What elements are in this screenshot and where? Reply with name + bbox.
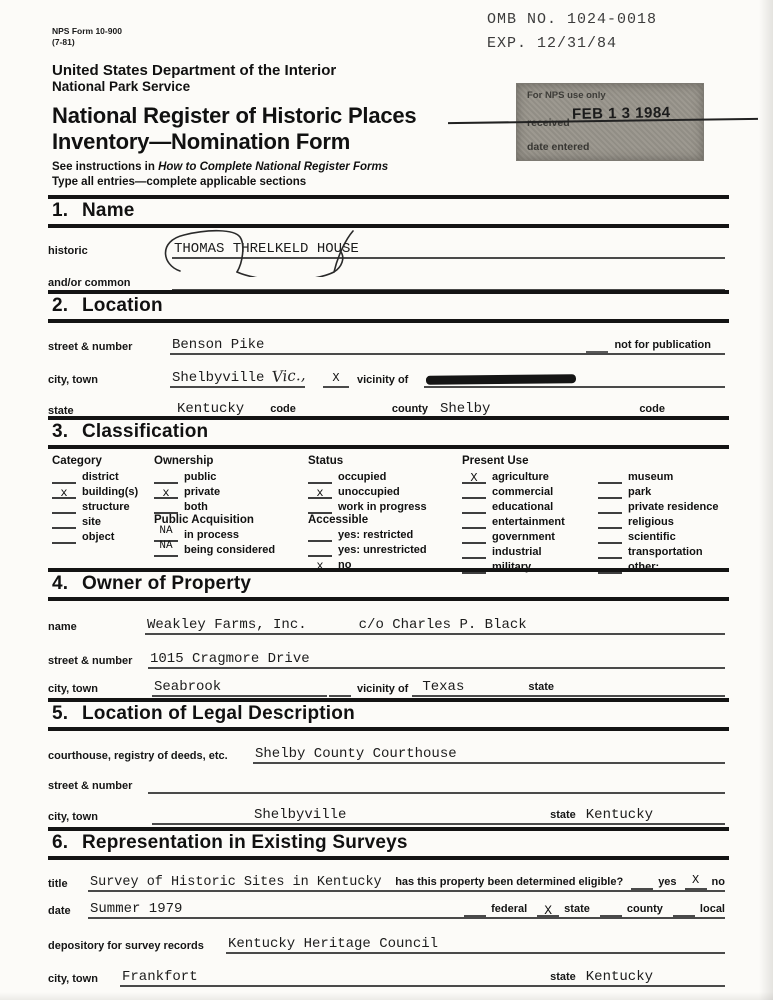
congressional-district-line bbox=[424, 368, 725, 388]
state-code-label: code bbox=[270, 403, 296, 415]
received-date-stamp: FEB 1 3 1984 bbox=[571, 104, 671, 123]
county-code-label: code bbox=[639, 403, 665, 415]
form-title-block bbox=[52, 103, 416, 155]
status-item-work-in-progress: work in progress bbox=[308, 499, 427, 514]
survey-state-line bbox=[537, 901, 559, 917]
owner-city-row bbox=[48, 677, 725, 697]
survey-county-line bbox=[600, 901, 622, 917]
section-3-header bbox=[48, 416, 729, 449]
section-5-header bbox=[48, 698, 729, 731]
survey-title-row bbox=[48, 872, 725, 892]
section-2-header bbox=[48, 290, 729, 323]
common-name-line bbox=[172, 271, 725, 291]
checkbox-line: NA bbox=[154, 543, 178, 557]
acquisition-item-in-process: NA in process bbox=[154, 527, 275, 542]
checkbox-line bbox=[52, 530, 76, 544]
owner-name-label: name bbox=[48, 621, 77, 633]
form-title-line2: Inventory—Nomination Form bbox=[52, 128, 351, 154]
section-2-title: Location bbox=[82, 295, 163, 316]
legal-street-row bbox=[48, 774, 725, 794]
section-1-title: Name bbox=[82, 200, 135, 221]
not-for-publication-line bbox=[586, 337, 608, 353]
owner-street-row bbox=[48, 649, 725, 669]
present-use-item-private-residence: private residence bbox=[598, 499, 719, 514]
stamp-received-label: received bbox=[527, 117, 570, 129]
checkbox-line: x bbox=[154, 485, 178, 499]
eligible-no-label: no bbox=[711, 876, 725, 888]
courthouse-row bbox=[48, 744, 725, 764]
present-use-title: Present Use bbox=[462, 455, 529, 467]
survey-date-value: Summer 1979 bbox=[90, 901, 183, 917]
checkbox-line bbox=[52, 470, 76, 484]
street-number-label: street & number bbox=[48, 341, 133, 353]
survey-city-label: city, town bbox=[48, 973, 98, 985]
status-item-unoccupied: x unoccupied bbox=[308, 484, 427, 499]
legal-city-row bbox=[48, 805, 725, 825]
section-4-title: Owner of Property bbox=[82, 573, 252, 594]
present-use-item-museum: museum bbox=[598, 469, 719, 484]
survey-title-label: title bbox=[48, 878, 68, 890]
owner-state-label: state bbox=[528, 681, 555, 693]
city-town-line bbox=[170, 365, 307, 388]
survey-title-line bbox=[88, 872, 725, 892]
city-town-label: city, town bbox=[48, 374, 98, 386]
checkbox-line: x bbox=[308, 558, 332, 572]
survey-local-line bbox=[673, 901, 695, 917]
survey-city-line bbox=[120, 967, 725, 987]
checkbox-line bbox=[598, 515, 622, 529]
survey-title-value: Survey of Historic Sites in Kentucky bbox=[90, 874, 382, 890]
section-6-title: Representation in Existing Surveys bbox=[82, 832, 408, 853]
city-town-value: Shelbyville bbox=[172, 370, 265, 386]
present-use-item-commercial: commercial bbox=[462, 484, 565, 499]
nps-form-number-block bbox=[52, 26, 122, 47]
present-use-item-agriculture: X agriculture bbox=[462, 469, 565, 484]
stamp-date-entered-label: date entered bbox=[527, 141, 590, 153]
survey-city-value: Frankfort bbox=[122, 969, 198, 985]
owner-vicinity-line bbox=[329, 681, 351, 697]
legal-city-line bbox=[152, 805, 725, 825]
redacted-congressional-district bbox=[426, 374, 576, 385]
present-use-item-other: other: bbox=[598, 559, 719, 574]
nps-form-number: NPS Form 10-900 bbox=[52, 26, 122, 36]
checkbox-line bbox=[462, 545, 486, 559]
survey-city-row bbox=[48, 967, 725, 987]
ownership-title: Ownership bbox=[154, 455, 214, 467]
street-number-value: Benson Pike bbox=[172, 337, 265, 353]
survey-city-state-value: Kentucky bbox=[585, 969, 653, 985]
manual-title: How to Complete National Register Forms bbox=[158, 161, 389, 173]
form-title-line1: National Register of Historic Places bbox=[52, 103, 417, 128]
owner-care-of-value: c/o Charles P. Black bbox=[358, 617, 527, 633]
owner-name-row bbox=[48, 615, 725, 635]
checkbox-line bbox=[154, 470, 178, 484]
owner-city-value: Seabrook bbox=[154, 679, 222, 695]
depository-value: Kentucky Heritage Council bbox=[228, 936, 439, 952]
owner-vicinity-label: vicinity of bbox=[357, 683, 409, 695]
city-town-row bbox=[48, 365, 725, 388]
checkbox-line bbox=[308, 500, 332, 514]
present-use-item-government: government bbox=[462, 529, 565, 544]
ownership-column bbox=[154, 455, 275, 557]
section-6-number: 6. bbox=[52, 832, 69, 853]
accessible-title: Accessible bbox=[308, 514, 369, 526]
checkbox-line: NA bbox=[154, 528, 178, 542]
depository-line bbox=[226, 934, 725, 954]
checkbox-line: X bbox=[462, 470, 486, 484]
county-label: county bbox=[391, 403, 428, 415]
accessible-item-no: x no bbox=[308, 557, 427, 572]
owner-street-line bbox=[148, 649, 725, 669]
county-value: Shelby bbox=[439, 401, 491, 417]
street-number-line bbox=[170, 335, 725, 355]
instructions-block bbox=[52, 160, 388, 190]
category-item-site: site bbox=[52, 514, 138, 529]
category-item-object: object bbox=[52, 529, 138, 544]
common-name-label: and/or common bbox=[48, 277, 131, 289]
checkbox-line bbox=[462, 500, 486, 514]
street-number-row bbox=[48, 335, 725, 355]
vicinity-of-label: vicinity of bbox=[357, 374, 409, 386]
checkbox-line bbox=[154, 500, 178, 514]
owner-city-line bbox=[152, 677, 327, 697]
section-3-number: 3. bbox=[52, 421, 69, 442]
acquisition-item-being-considered: NA being considered bbox=[154, 542, 275, 557]
courthouse-line bbox=[253, 744, 725, 764]
checkbox-line bbox=[52, 500, 76, 514]
checkbox-line bbox=[598, 530, 622, 544]
classification-grid bbox=[52, 455, 725, 573]
survey-date-line bbox=[88, 899, 725, 919]
section-3-title: Classification bbox=[82, 421, 209, 442]
omb-number: OMB NO. 1024-0018 bbox=[487, 11, 658, 28]
present-use-column bbox=[462, 455, 565, 574]
section-5-title: Location of Legal Description bbox=[82, 703, 355, 724]
historic-name-row bbox=[48, 239, 725, 259]
checkbox-line bbox=[598, 470, 622, 484]
instructions-line1: See instructions in How to Complete National Register Forms bbox=[52, 161, 389, 173]
accessible-item-yes-restricted: yes: restricted bbox=[308, 527, 427, 542]
present-use-item-industrial: industrial bbox=[462, 544, 565, 559]
category-column bbox=[52, 455, 138, 544]
common-name-row bbox=[48, 271, 725, 291]
status-item-occupied: occupied bbox=[308, 469, 427, 484]
ownership-item-private: x private bbox=[154, 484, 275, 499]
eligible-no-mark: X bbox=[691, 873, 700, 887]
instructions-line2: Type all entries—complete applicable sections bbox=[52, 175, 307, 188]
historic-name-value: THOMAS THRELKELD HOUSE bbox=[174, 241, 359, 257]
section-1-number: 1. bbox=[52, 200, 69, 221]
present-use-item-educational: educational bbox=[462, 499, 565, 514]
agency-name: National Park Service bbox=[52, 79, 191, 95]
state-value: Kentucky bbox=[177, 401, 245, 417]
section-6-header bbox=[48, 827, 729, 860]
owner-state-line bbox=[412, 677, 725, 697]
agency-block bbox=[52, 62, 336, 94]
survey-federal-label: federal bbox=[491, 903, 528, 915]
status-title: Status bbox=[308, 455, 344, 467]
checkbox-line bbox=[462, 485, 486, 499]
ownership-item-public: public bbox=[154, 469, 275, 484]
status-column bbox=[308, 455, 427, 572]
present-use-col2-spacer bbox=[598, 455, 719, 469]
survey-date-row bbox=[48, 899, 725, 919]
category-title: Category bbox=[52, 455, 102, 467]
present-use-item-transportation: transportation bbox=[598, 544, 719, 559]
vicinity-check-line bbox=[323, 372, 349, 388]
section-1-header bbox=[48, 195, 729, 228]
owner-state-value: Texas bbox=[422, 679, 465, 695]
courthouse-label: courthouse, registry of deeds, etc. bbox=[48, 750, 228, 762]
present-use-item-park: park bbox=[598, 484, 719, 499]
accessible-item-yes-unrestricted: yes: unrestricted bbox=[308, 542, 427, 557]
depository-label: depository for survey records bbox=[48, 940, 204, 952]
category-item-structure: structure bbox=[52, 499, 138, 514]
historic-label: historic bbox=[48, 245, 88, 257]
state-label: state bbox=[48, 405, 74, 417]
nps-form-revision: (7-81) bbox=[52, 36, 75, 47]
eligible-no-line bbox=[685, 874, 707, 890]
survey-state-label: state bbox=[564, 903, 590, 915]
checkbox-line: x bbox=[52, 485, 76, 499]
omb-block bbox=[487, 8, 657, 56]
checkbox-line bbox=[52, 515, 76, 529]
section-2-number: 2. bbox=[52, 295, 69, 316]
checkbox-line bbox=[598, 500, 622, 514]
checkbox-line bbox=[462, 515, 486, 529]
omb-expiration: EXP. 12/31/84 bbox=[487, 35, 618, 52]
legal-state-value: Kentucky bbox=[585, 807, 653, 823]
checkbox-line bbox=[308, 543, 332, 557]
owner-name-line bbox=[145, 615, 725, 635]
checkbox-line bbox=[308, 470, 332, 484]
survey-local-label: local bbox=[699, 903, 725, 915]
present-use-item-military: military bbox=[462, 559, 565, 574]
historic-name-line bbox=[172, 239, 725, 259]
not-for-publication-group bbox=[586, 337, 711, 353]
owner-city-label: city, town bbox=[48, 683, 98, 695]
eligible-yes-line bbox=[631, 874, 653, 890]
owner-name-value: Weakley Farms, Inc. bbox=[147, 617, 307, 633]
public-acquisition-title: Public Acquisition bbox=[154, 514, 254, 526]
section-5-number: 5. bbox=[52, 703, 69, 724]
eligible-yes-label: yes bbox=[658, 876, 677, 888]
stamp-use-only-label: For NPS use only bbox=[527, 90, 606, 101]
section-4-header bbox=[48, 568, 729, 601]
vicinity-check-mark: X bbox=[332, 371, 340, 385]
legal-state-label: state bbox=[550, 809, 576, 821]
present-use-item-religious: religious bbox=[598, 514, 719, 529]
legal-street-line bbox=[148, 774, 725, 794]
department-name: United States Department of the Interior bbox=[52, 62, 337, 79]
checkbox-line bbox=[598, 485, 622, 499]
checkbox-line bbox=[598, 545, 622, 559]
handwritten-vicinity-note: Vic., bbox=[271, 365, 307, 387]
survey-date-label: date bbox=[48, 905, 71, 917]
courthouse-value: Shelby County Courthouse bbox=[255, 746, 457, 762]
owner-street-value: 1015 Cragmore Drive bbox=[150, 651, 310, 667]
section-4-number: 4. bbox=[52, 573, 69, 594]
owner-street-label: street & number bbox=[48, 655, 133, 667]
checkbox-line: x bbox=[308, 485, 332, 499]
legal-street-label: street & number bbox=[48, 780, 133, 792]
survey-state-mark: X bbox=[544, 903, 553, 918]
survey-county-label: county bbox=[626, 903, 663, 915]
legal-city-value: Shelbyville bbox=[254, 807, 347, 823]
category-item-district: district bbox=[52, 469, 138, 484]
ownership-item-both: both bbox=[154, 499, 275, 514]
present-use-item-scientific: scientific bbox=[598, 529, 719, 544]
legal-city-label: city, town bbox=[48, 811, 98, 823]
present-use-item-entertainment: entertainment bbox=[462, 514, 565, 529]
not-for-publication-label: not for publication bbox=[614, 339, 711, 351]
depository-row bbox=[48, 934, 725, 954]
category-item-buildings: x building(s) bbox=[52, 484, 138, 499]
present-use-column-2 bbox=[598, 455, 719, 574]
survey-city-state-label: state bbox=[550, 971, 576, 983]
survey-federal-line bbox=[464, 901, 486, 917]
checkbox-line bbox=[308, 528, 332, 542]
checkbox-line bbox=[462, 530, 486, 544]
eligible-question-label: has this property been determined eligible? bbox=[395, 876, 624, 888]
